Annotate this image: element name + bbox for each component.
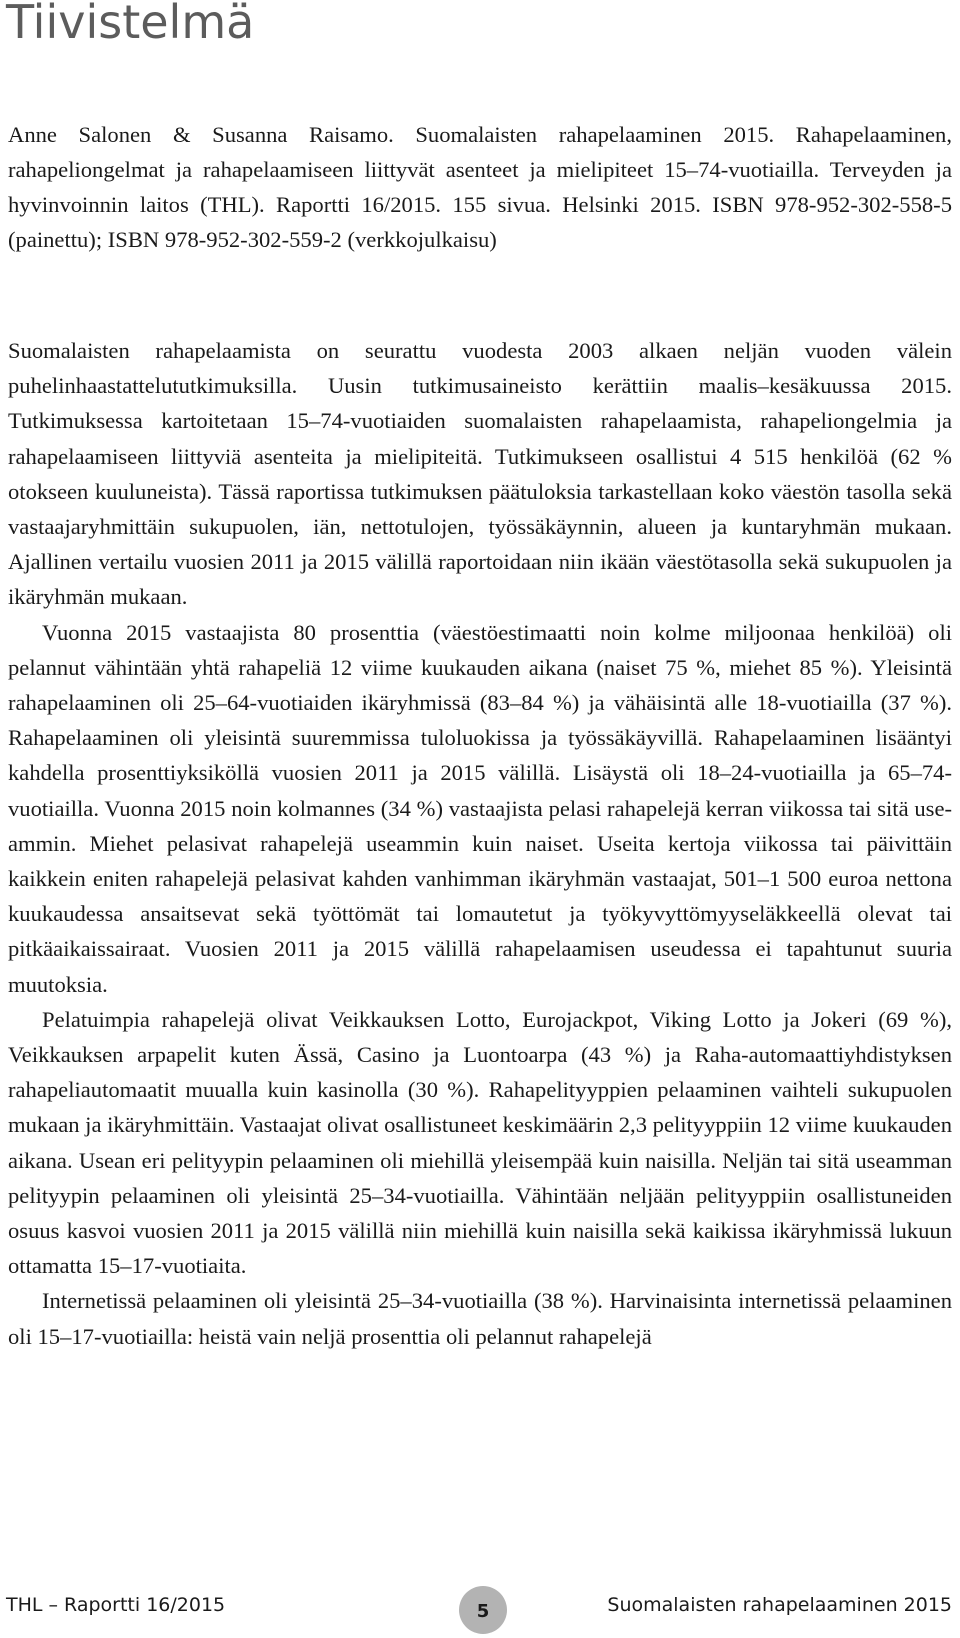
footer-series: THL – Raportti 16/2015 [6,1594,226,1616]
paragraph-2: Vuonna 2015 vastaajista 80 prosenttia (väestöestimaatti noin kolme miljoonaa henkilöä) oli pelannut vähintään yhtä rahapeliä 12 viime kuukauden aikana (naiset 75 %, miehet 85 %). Yleisintä rahapelaaminen oli 25–64-vuotiaiden ikäryhmissä (83–84 %) ja vähäisintä alle 18-vuotiailla (37 %). Rahapelaaminen oli yleisintä suuremmissa tuloluokissa ja työssäkäyvillä. Rahapelaaminen lisääntyi kahdella prosenttiyksiköllä vuosien 2011 ja 2015 välillä. Lisäystä oli 18–24-vuotiailla ja 65–74-vuotiailla. Vuonna 2015 noin kolmannes (34 %) vastaajista pelasi rahapelejä kerran viikossa tai sitä useammin. Miehet pelasivat rahapelejä useammin kuin naiset. Useita kertoja viikossa tai päivittäin kaikkein eniten rahapelejä pelasivat kahden vanhimman ikäryhmän vastaajat, 501–1 500 euroa nettona kuukaudessa ansaitsevat sekä työttömät tai lomautetut ja työkyvyttömyyseläkkeellä olevat tai pitkäaikaissairaat. Vuosien 2011 ja 2015 välillä rahapelaamisen useudessa ei tapahtunut suuria muutoksia. [8,619,952,997]
citation-block: Anne Salonen & Susanna Raisamo. Suomalaisten rahapelaaminen 2015. Rahapelaaminen, rahapeliongelmat ja rahapelaamiseen liittyvät asenteet ja mielipiteet 15–74-vuotiailla. Terveyden ja hyvinvoinnin laitos (THL). Raportti 16/2015. 155 sivua. Helsinki 2015. ISBN 978-952-302-558-5 (painettu); ISBN 978-952-302-559-2 (verkkojulkaisu) [8,122,952,252]
paragraph-4: Internetissä pelaaminen oli yleisintä 25–34-vuotiailla (38 %). Harvinaisinta internetissä pelaaminen oli 15–17-vuotiailla: heistä vain neljä prosenttia oli pelannut rahapelejä [8,1288,952,1349]
page-footer [0,1586,960,1626]
abstract-body [8,333,952,1354]
paragraph-1: Suomalaisten rahapelaamista on seurattu vuodesta 2003 alkaen neljän vuoden välein puhelinhaastattelututkimuksilla. Uusin tutkimusaineisto kerättiin maalis–kesäkuussa 2015. Tutkimuksessa kartoitetaan 15–74-vuotiaiden suomalaisten rahapelaamista, rahapeliongelmia ja rahapelaamiseen liittyviä asenteita ja mielipiteitä. Tutkimukseen osallistui 4 515 henkilöä (62 % otokseen kuuluneista). Tässä raportissa tutkimuksen päätuloksia tarkastellaan koko väestön tasolla sekä vastaajaryhmittäin sukupuolen, iän, nettotulojen, työssäkäynnin, alueen ja kuntaryhmän mukaan. Ajallinen vertailu vuosien 2011 ja 2015 välillä raportoidaan niin ikään väestötasolla sekä sukupuolen ja ikäryhmän mukaan. [8,338,952,610]
page-heading: Tiivistelmä [6,0,255,49]
footer-title: Suomalaisten rahapelaaminen 2015 [607,1594,952,1616]
paragraph-3: Pelatuimpia rahapelejä olivat Veikkauksen Lotto, Eurojackpot, Viking Lotto ja Jokeri (69 %), Veikkauksen arpapelit kuten Ässä, Casino ja Luontoarpa (43 %) ja Raha-automaattiyhdistyksen rahapeliautomaatit muualla kuin kasinolla (30 %). Rahapelityyppien pelaaminen vaihteli sukupuolen mukaan ja ikäryhmittäin. Vastaajat olivat osallistuneet keskimäärin 2,3 pelityyppiin 12 viime kuukauden aikana. Usean eri pelityypin pelaaminen oli miehillä yleisempää kuin naisilla. Neljän tai sitä useamman pelityypin pelaaminen oli yleisintä 25–34-vuotiailla. Vähintään neljään pelityyppiin osallistuneiden osuus kasvoi vuosien 2011 ja 2015 välillä niin miehillä kuin naisilla sekä kaikissa ikäryhmissä lukuun ottamatta 15–17-vuotiaita. [8,1006,952,1279]
page-number: 5 [459,1586,507,1634]
